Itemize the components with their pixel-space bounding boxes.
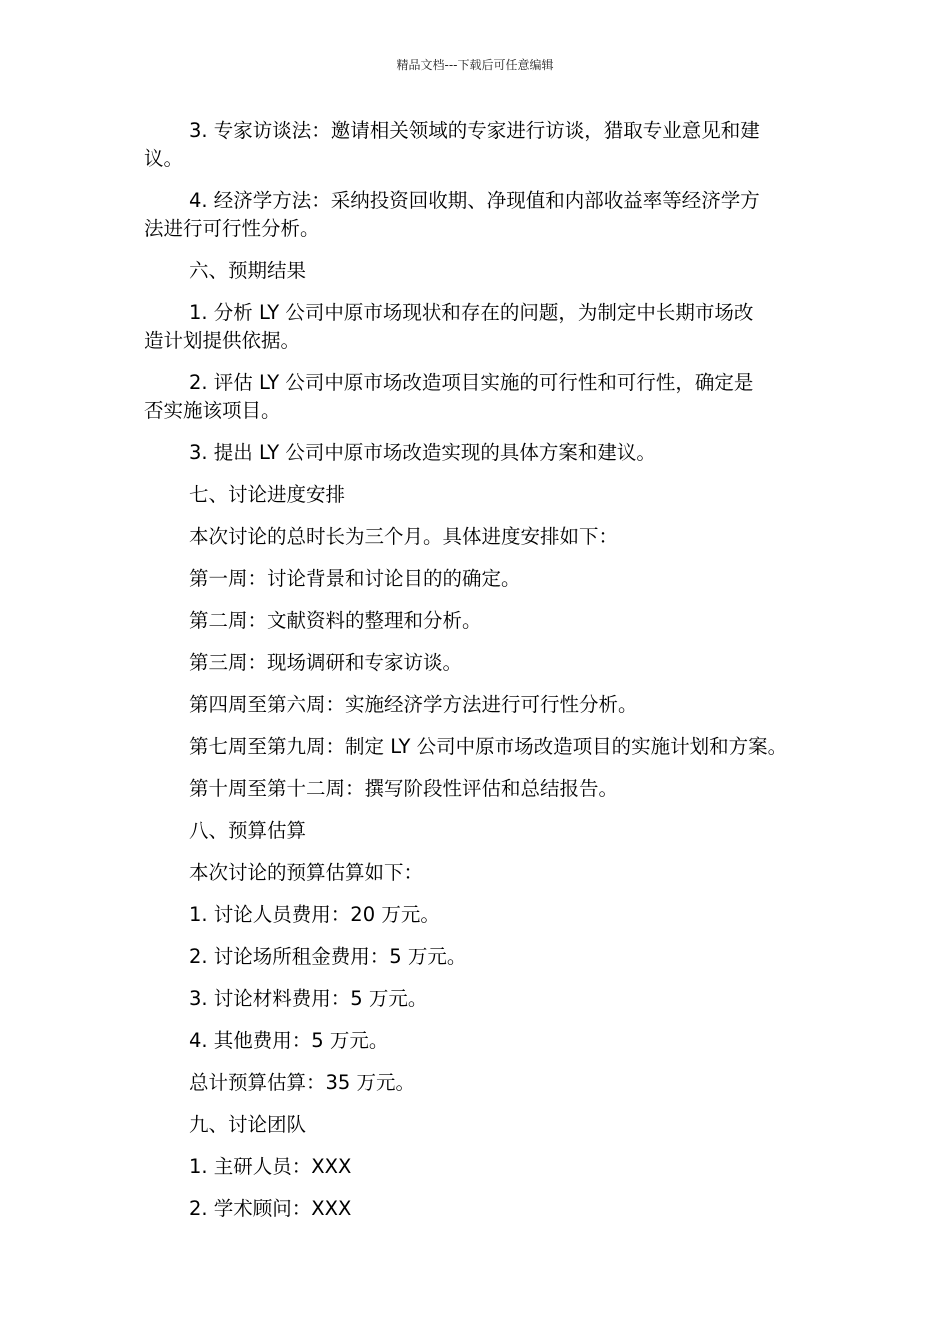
paragraph xyxy=(144,733,814,761)
paragraph xyxy=(144,187,814,243)
paragraph-line: 第四周至第六周：实施经济学方法进行可行性分析。 xyxy=(189,693,638,716)
paragraph-line: 4. 经济学方法：采纳投资回收期、净现值和内部收益率等经济学方 xyxy=(189,189,760,212)
paragraph-line: 1. 主研人员：XXX xyxy=(189,1155,352,1178)
paragraph-line: 2. 学术顾问：XXX xyxy=(189,1197,352,1220)
paragraph xyxy=(144,1027,814,1055)
paragraph xyxy=(144,943,814,971)
paragraph xyxy=(144,691,814,719)
paragraph xyxy=(144,607,814,635)
paragraph xyxy=(144,649,814,677)
paragraph xyxy=(144,775,814,803)
paragraph-line: 否实施该项目。 xyxy=(144,399,281,422)
paragraph xyxy=(144,901,814,929)
paragraph-line: 第十周至第十二周：撰写阶段性评估和总结报告。 xyxy=(189,777,619,800)
paragraph xyxy=(144,565,814,593)
paragraph-line: 第一周：讨论背景和讨论目的的确定。 xyxy=(189,567,521,590)
paragraph-line: 六、预期结果 xyxy=(189,259,307,282)
document-body xyxy=(144,117,814,1237)
paragraph xyxy=(144,1111,814,1139)
paragraph xyxy=(144,859,814,887)
paragraph xyxy=(144,481,814,509)
paragraph-line: 九、讨论团队 xyxy=(189,1113,307,1136)
paragraph-line: 议。 xyxy=(144,147,184,170)
paragraph xyxy=(144,439,814,467)
paragraph-line: 1. 讨论人员费用：20 万元。 xyxy=(189,903,440,926)
paragraph-line: 第二周：文献资料的整理和分析。 xyxy=(189,609,482,632)
paragraph xyxy=(144,1069,814,1097)
paragraph xyxy=(144,257,814,285)
paragraph xyxy=(144,817,814,845)
page-header: 精品文档---下载后可任意编辑 xyxy=(396,58,554,72)
paragraph-line: 3. 专家访谈法：邀请相关领域的专家进行访谈，猎取专业意见和建 xyxy=(189,119,760,142)
paragraph xyxy=(144,985,814,1013)
paragraph-line: 总计预算估算：35 万元。 xyxy=(189,1071,416,1094)
paragraph-line: 造计划提供依据。 xyxy=(144,329,301,352)
paragraph xyxy=(144,299,814,355)
paragraph-line: 1. 分析 LY 公司中原市场现状和存在的问题，为制定中长期市场改 xyxy=(189,301,754,324)
paragraph-line: 八、预算估算 xyxy=(189,819,307,842)
paragraph-line: 3. 提出 LY 公司中原市场改造实现的具体方案和建议。 xyxy=(189,441,656,464)
paragraph xyxy=(144,369,814,425)
paragraph-line: 本次讨论的总时长为三个月。具体进度安排如下： xyxy=(189,525,619,548)
paragraph-line: 3. 讨论材料费用：5 万元。 xyxy=(189,987,428,1010)
paragraph-line: 第七周至第九周：制定 LY 公司中原市场改造项目的实施计划和方案。 xyxy=(189,735,788,758)
paragraph-line: 第三周：现场调研和专家访谈。 xyxy=(189,651,463,674)
paragraph-line: 本次讨论的预算估算如下： xyxy=(189,861,424,884)
paragraph-line: 2. 评估 LY 公司中原市场改造项目实施的可行性和可行性，确定是 xyxy=(189,371,754,394)
paragraph-line: 4. 其他费用：5 万元。 xyxy=(189,1029,389,1052)
paragraph xyxy=(144,523,814,551)
paragraph-line: 法进行可行性分析。 xyxy=(144,217,320,240)
paragraph xyxy=(144,117,814,173)
paragraph xyxy=(144,1195,814,1223)
paragraph-line: 2. 讨论场所租金费用：5 万元。 xyxy=(189,945,467,968)
paragraph-line: 七、讨论进度安排 xyxy=(189,483,346,506)
paragraph xyxy=(144,1153,814,1181)
